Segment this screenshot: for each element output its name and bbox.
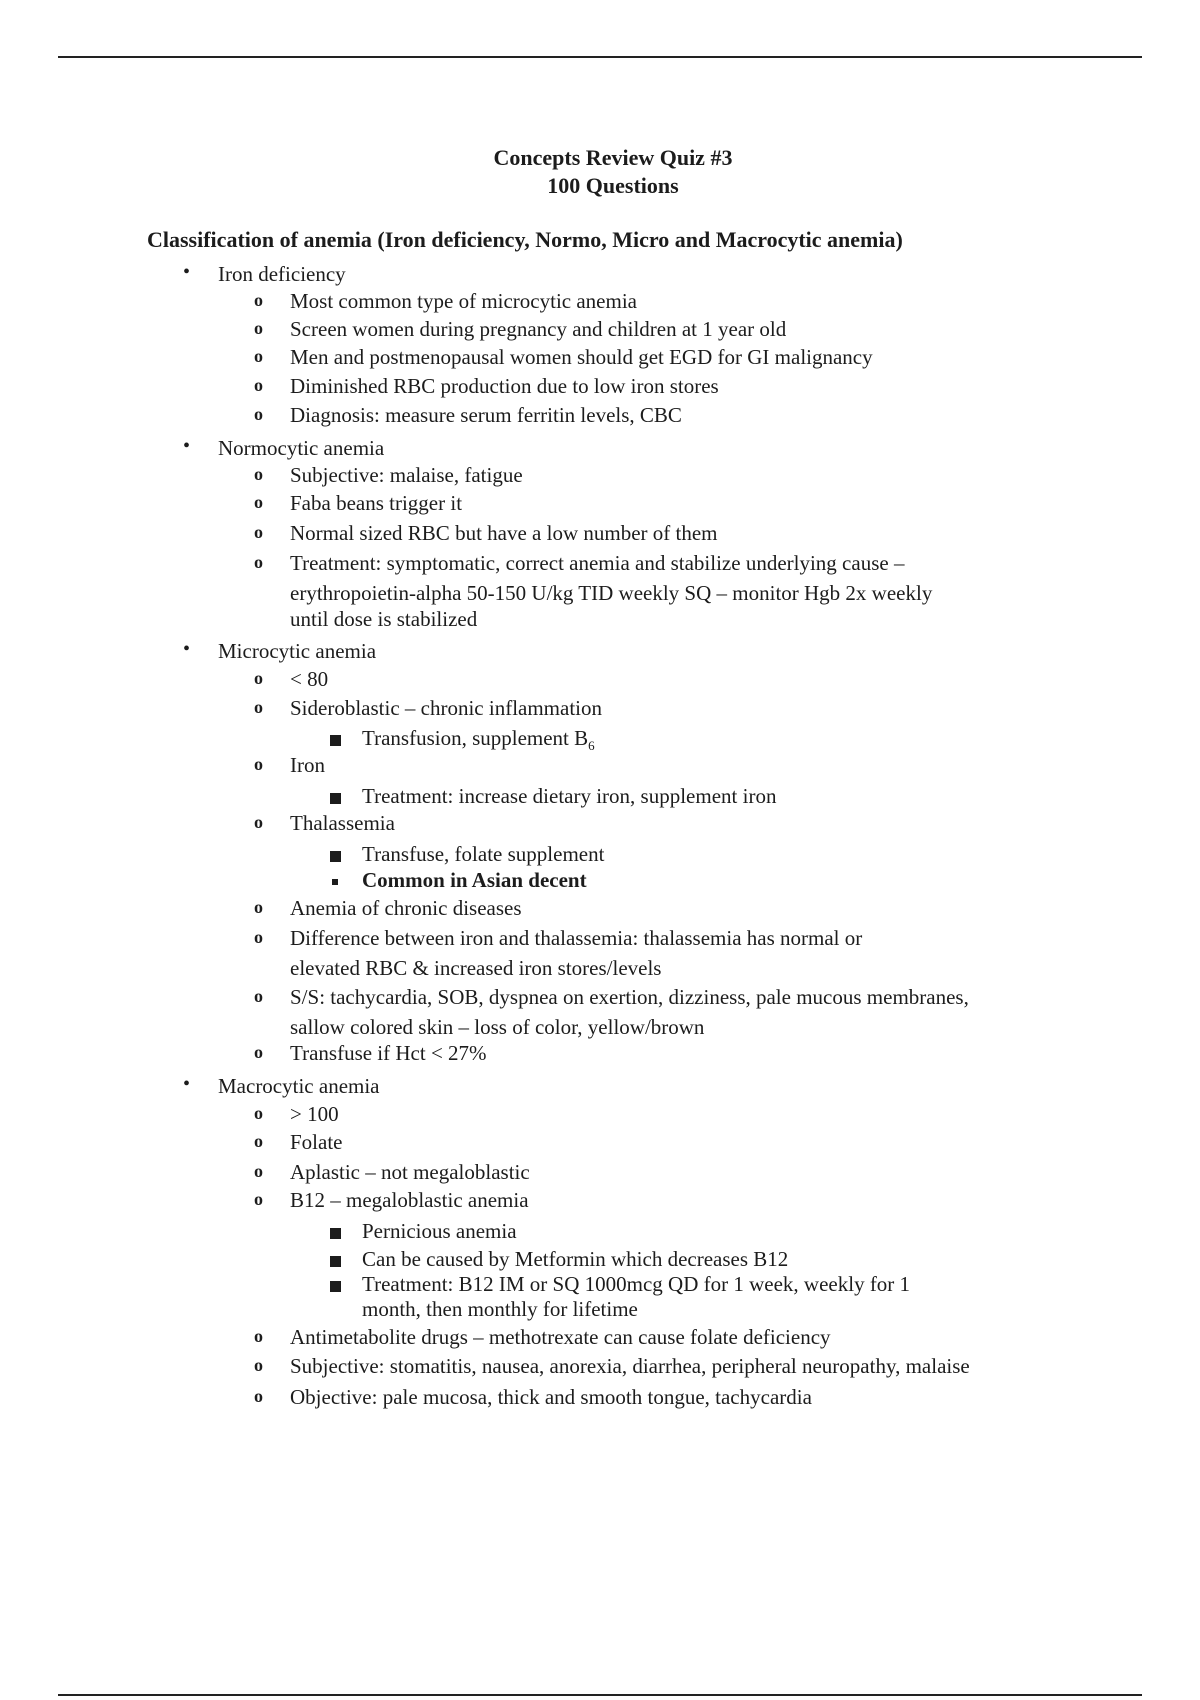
- list-item-level2: Subjective: malaise, fatigue: [290, 463, 523, 487]
- list-item-level2: Iron: [290, 753, 325, 777]
- list-item-level2: Men and postmenopausal women should get EGD for GI malignancy: [290, 345, 873, 369]
- list-item-level1: Iron deficiency: [218, 262, 346, 286]
- bullet-marker: o: [254, 1326, 263, 1346]
- bullet-marker: [330, 851, 341, 862]
- bullet-marker: o: [254, 1131, 263, 1151]
- list-item-level1: Macrocytic anemia: [218, 1074, 380, 1098]
- page-title: Concepts Review Quiz #3: [493, 145, 733, 170]
- list-item-level3: Treatment: B12 IM or SQ 1000mcg QD for 1 week, weekly for 1: [362, 1272, 911, 1296]
- bullet-marker: o: [254, 464, 263, 484]
- bullet-marker: o: [254, 290, 263, 310]
- bullet-marker: o: [254, 897, 263, 917]
- list-item-level2: Diagnosis: measure serum ferritin levels, CBC: [290, 403, 682, 427]
- list-item-level2: Objective: pale mucosa, thick and smooth tongue, tachycardia: [290, 1385, 812, 1409]
- list-item-continuation: month, then monthly for lifetime: [362, 1297, 638, 1321]
- subscript: 6: [588, 738, 595, 754]
- bullet-marker: o: [254, 812, 263, 832]
- list-item-continuation: elevated RBC & increased iron stores/levels: [290, 956, 662, 980]
- list-item-level2: Treatment: symptomatic, correct anemia and stabilize underlying cause –: [290, 551, 905, 575]
- bullet-marker: [330, 793, 341, 804]
- list-item-continuation: erythropoietin-alpha 50-150 U/kg TID weekly SQ – monitor Hgb 2x weekly: [290, 581, 933, 605]
- bullet-marker: o: [254, 986, 263, 1006]
- bullet-marker: o: [254, 404, 263, 424]
- list-item-level2: Screen women during pregnancy and children at 1 year old: [290, 317, 787, 341]
- bullet-marker: o: [254, 1103, 263, 1123]
- list-item-level2: Subjective: stomatitis, nausea, anorexia, diarrhea, peripheral neuropathy, malaise: [290, 1354, 970, 1378]
- bullet-marker: o: [254, 697, 263, 717]
- bottom-rule: [58, 1694, 1142, 1696]
- list-item-level1: Microcytic anemia: [218, 639, 377, 663]
- bullet-marker: o: [254, 318, 263, 338]
- bullet-marker: o: [254, 346, 263, 366]
- list-item-level2: < 80: [290, 667, 329, 691]
- list-item-continuation: until dose is stabilized: [290, 607, 478, 631]
- list-item-level2: Diminished RBC production due to low iron stores: [290, 374, 719, 398]
- list-item-level2: S/S: tachycardia, SOB, dyspnea on exertion, dizziness, pale mucous membranes,: [290, 985, 969, 1009]
- list-item-level2: Anemia of chronic diseases: [290, 896, 522, 920]
- bullet-marker: o: [254, 1189, 263, 1209]
- section-heading: Classification of anemia (Iron deficiency, Normo, Micro and Macrocytic anemia): [147, 227, 903, 252]
- list-item-level1: Normocytic anemia: [218, 436, 385, 460]
- bullet-marker: o: [254, 492, 263, 512]
- list-item-level3: Common in Asian decent: [362, 868, 587, 892]
- list-item-continuation: sallow colored skin – loss of color, yellow/brown: [290, 1015, 705, 1039]
- bullet-marker: [330, 1228, 341, 1239]
- bullet-marker: o: [254, 1386, 263, 1406]
- list-item-level2: > 100: [290, 1102, 339, 1126]
- page-subtitle: 100 Questions: [547, 173, 679, 198]
- list-item-level3: Treatment: increase dietary iron, supplement iron: [362, 784, 777, 808]
- bullet-marker: o: [254, 552, 263, 572]
- bullet-marker: o: [254, 668, 263, 688]
- list-item-level2: Folate: [290, 1130, 343, 1154]
- bullet-marker: •: [183, 1073, 191, 1095]
- list-item-level3: Transfusion, supplement $B_6$: [362, 726, 595, 754]
- bullet-marker: [330, 735, 341, 746]
- list-item-level2: Transfuse if Hct < 27%: [290, 1041, 487, 1065]
- list-item-level2: Faba beans trigger it: [290, 491, 463, 515]
- bullet-marker: o: [254, 522, 263, 542]
- bullet-marker: o: [254, 754, 263, 774]
- list-item-level2: Thalassemia: [290, 811, 395, 835]
- bullet-marker: [332, 879, 338, 885]
- list-item-level3: Pernicious anemia: [362, 1219, 517, 1243]
- list-item-level2: B12 – megaloblastic anemia: [290, 1188, 529, 1212]
- list-item-level2: Sideroblastic – chronic inflammation: [290, 696, 603, 720]
- bullet-marker: •: [183, 261, 191, 283]
- bullet-marker: [330, 1281, 341, 1292]
- list-item-level3: Can be caused by Metformin which decreases B12: [362, 1247, 789, 1271]
- bullet-marker: [330, 1256, 341, 1267]
- list-item-level2: Antimetabolite drugs – methotrexate can cause folate deficiency: [290, 1325, 831, 1349]
- bullet-marker: •: [183, 638, 191, 660]
- bullet-marker: •: [183, 435, 191, 457]
- bullet-marker: o: [254, 1042, 263, 1062]
- bullet-marker: o: [254, 375, 263, 395]
- bullet-marker: o: [254, 1161, 263, 1181]
- list-item-level2: Difference between iron and thalassemia: thalassemia has normal or: [290, 926, 863, 950]
- list-item-level2: Most common type of microcytic anemia: [290, 289, 637, 313]
- list-item-level2: Aplastic – not megaloblastic: [290, 1160, 530, 1184]
- bullet-marker: o: [254, 927, 263, 947]
- list-item-level3: Transfuse, folate supplement: [362, 842, 605, 866]
- list-item-level2: Normal sized RBC but have a low number of them: [290, 521, 718, 545]
- bullet-marker: o: [254, 1355, 263, 1375]
